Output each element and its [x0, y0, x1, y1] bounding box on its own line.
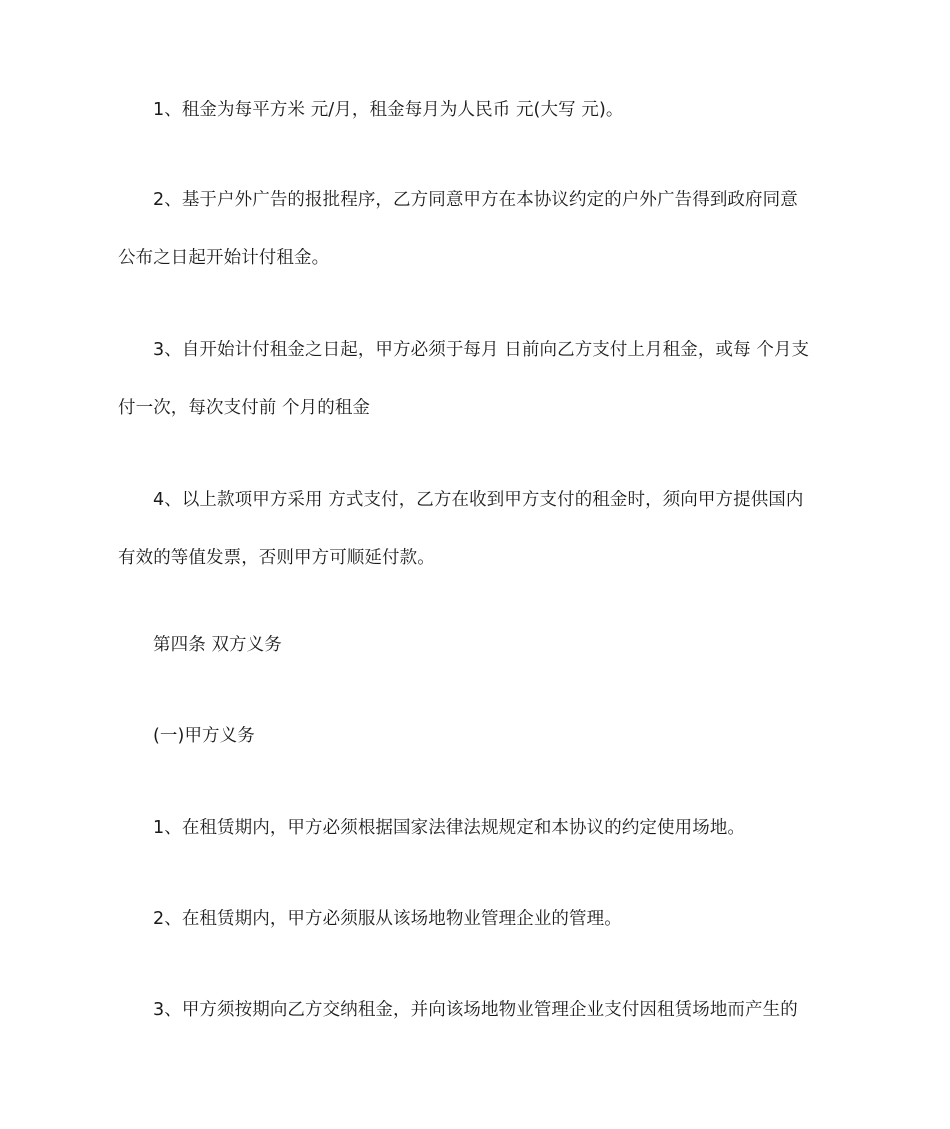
clause-rent-start: 2、基于户外广告的报批程序，乙方同意甲方在本协议约定的户外广告得到政府同意 — [153, 190, 798, 210]
clause-rent-start-cont: 公布之日起开始计付租金。 — [118, 248, 330, 268]
obligation-item: 2、在租赁期内，甲方必须服从该场地物业管理企业的管理。 — [153, 909, 622, 929]
clause-payment-method-cont: 有效的等值发票，否则甲方可顺延付款。 — [118, 548, 435, 568]
obligation-item: 1、在租赁期内，甲方必须根据国家法律法规规定和本协议的约定使用场地。 — [153, 818, 746, 838]
section-heading: (一)甲方义务 — [153, 726, 255, 746]
clause-rent-rate: 1、租金为每平方米 元/月，租金每月为人民币 元(大写 元)。 — [153, 100, 624, 120]
obligation-item: 3、甲方须按期向乙方交纳租金，并向该场地物业管理企业支付因租赁场地而产生的 — [153, 1000, 798, 1020]
article-heading: 第四条 双方义务 — [153, 635, 282, 655]
clause-payment-schedule: 3、自开始计付租金之日起，甲方必须于每月 日前向乙方支付上月租金，或每 个月支 — [153, 340, 810, 360]
clause-payment-schedule-cont: 付一次，每次支付前 个月的租金 — [118, 398, 371, 418]
clause-payment-method: 4、以上款项甲方采用 方式支付，乙方在收到甲方支付的租金时，须向甲方提供国内 — [153, 490, 804, 510]
